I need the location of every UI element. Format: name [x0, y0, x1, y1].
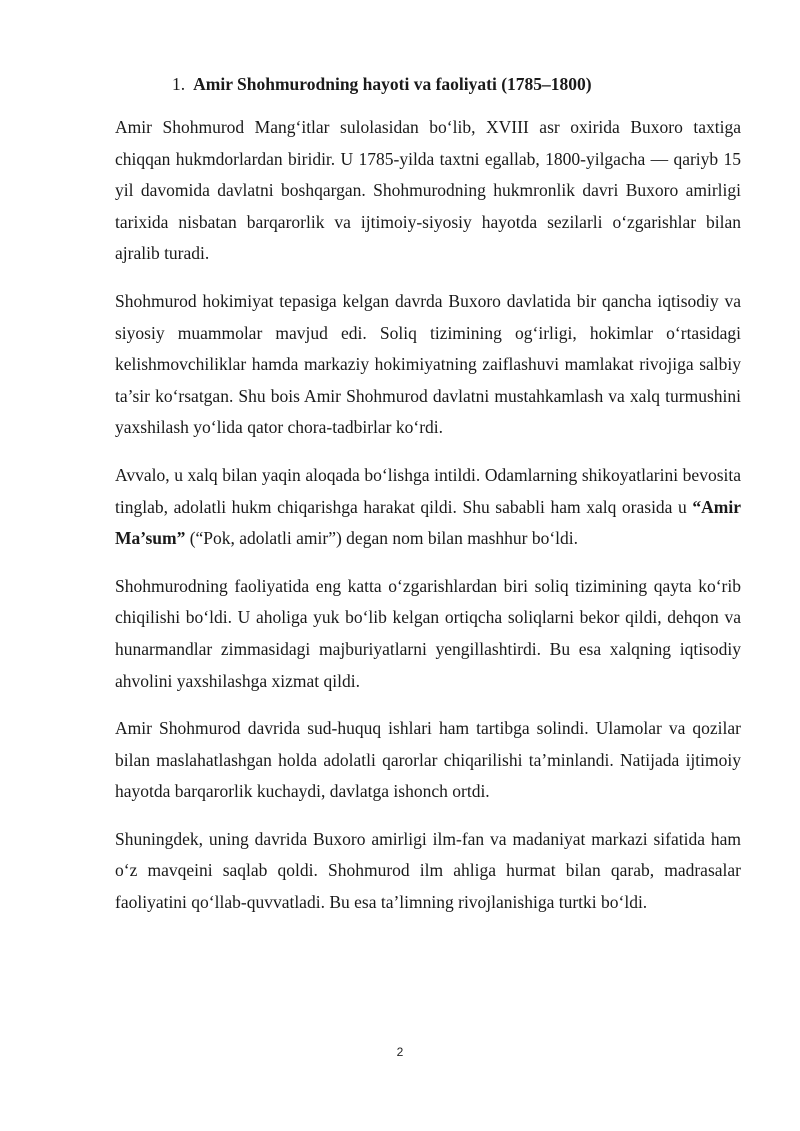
paragraph-2: [115, 286, 741, 444]
bold-epithet: “Amir Ma’sum”: [115, 496, 741, 549]
page-number: 2: [396, 1045, 404, 1059]
page-content: [115, 68, 741, 935]
paragraph-text: Shohmurod hokimiyat tepasiga kelgan davrda Buxoro davlatida bir qancha iqtisodiy va siyosiy muammolar mavjud edi. Soliq tizimining og‘irligi, hokimlar o‘rtasidagi kelishmovchiliklar hamda markaziy hokimiyatning zaiflashuvi mamlakat rivojiga salbiy ta’sir ko‘rsatgan. Shu bois Amir Shohmurod davlatni mustahkamlash va xalq turmushini yaxshilash yo‘lida qator chora-tadbirlar ko‘rdi.: [115, 290, 741, 438]
paragraph-text: Shuningdek, uning davrida Buxoro amirligi ilm-fan va madaniyat markazi sifatida ham o‘z mavqeini saqlab qoldi. Shohmurod ilm ahliga hurmat bilan qarab, madrasalar faoliyatini qo‘llab-quvvatladi. Bu esa ta’limning rivojlanishiga turtki bo‘ldi.: [115, 828, 741, 913]
paragraph-text: (“Pok, adolatli amir”) degan nom bilan mashhur bo‘ldi.: [185, 528, 579, 549]
section-heading: [115, 68, 741, 100]
paragraph-4: [115, 571, 741, 697]
section-number: 1.: [172, 74, 186, 94]
section-title: Amir Shohmurodning hayoti va faoliyati (1785–1800): [193, 74, 592, 94]
paragraph-5: [115, 713, 741, 808]
paragraph-6: [115, 824, 741, 919]
paragraph-text: Amir Shohmurod Mang‘itlar sulolasidan bo‘lib, XVIII asr oxirida Buxoro taxtiga chiqqan hukmdorlardan biridir. U 1785-yilda taxtni egallab, 1800-yilgacha — qariyb 15 yil davomida davlatni boshqargan. Shohmurodning hukmronlik davri Buxoro amirligi tarixida nisbatan barqarorlik va ijtimoiy-siyosiy hayotda sezilarli o‘zgarishlar bilan ajralib turadi.: [115, 117, 741, 264]
paragraph-text: Avvalo, u xalq bilan yaqin aloqada bo‘lishga intildi. Odamlarning shikoyatlarini bevosita tinglab, adolatli hukm chiqarishga harakat qildi. Shu sababli ham xalq orasida u: [115, 464, 741, 517]
paragraph-3: [115, 460, 741, 555]
paragraph-text: Amir Shohmurod davrida sud-huquq ishlari ham tartibga solindi. Ulamolar va qozilar bilan maslahatlashgan holda adolatli qarorlar chiqarilishi ta’minlandi. Natijada ijtimoiy hayotda barqarorlik kuchaydi, davlatga ishonch ortdi.: [115, 718, 741, 802]
paragraph-1: [115, 112, 741, 270]
paragraph-text: Shohmurodning faoliyatida eng katta o‘zgarishlardan biri soliq tizimining qayta ko‘rib chiqilishi bo‘ldi. U aholiga yuk bo‘lib kelgan ortiqcha soliqlarni bekor qildi, dehqon va hunarmandlar zimmasidagi majburiyatlarni yengillashtirdi. Bu esa xalqning iqtisodiy ahvolini yaxshilashga xizmat qildi.: [115, 575, 741, 691]
